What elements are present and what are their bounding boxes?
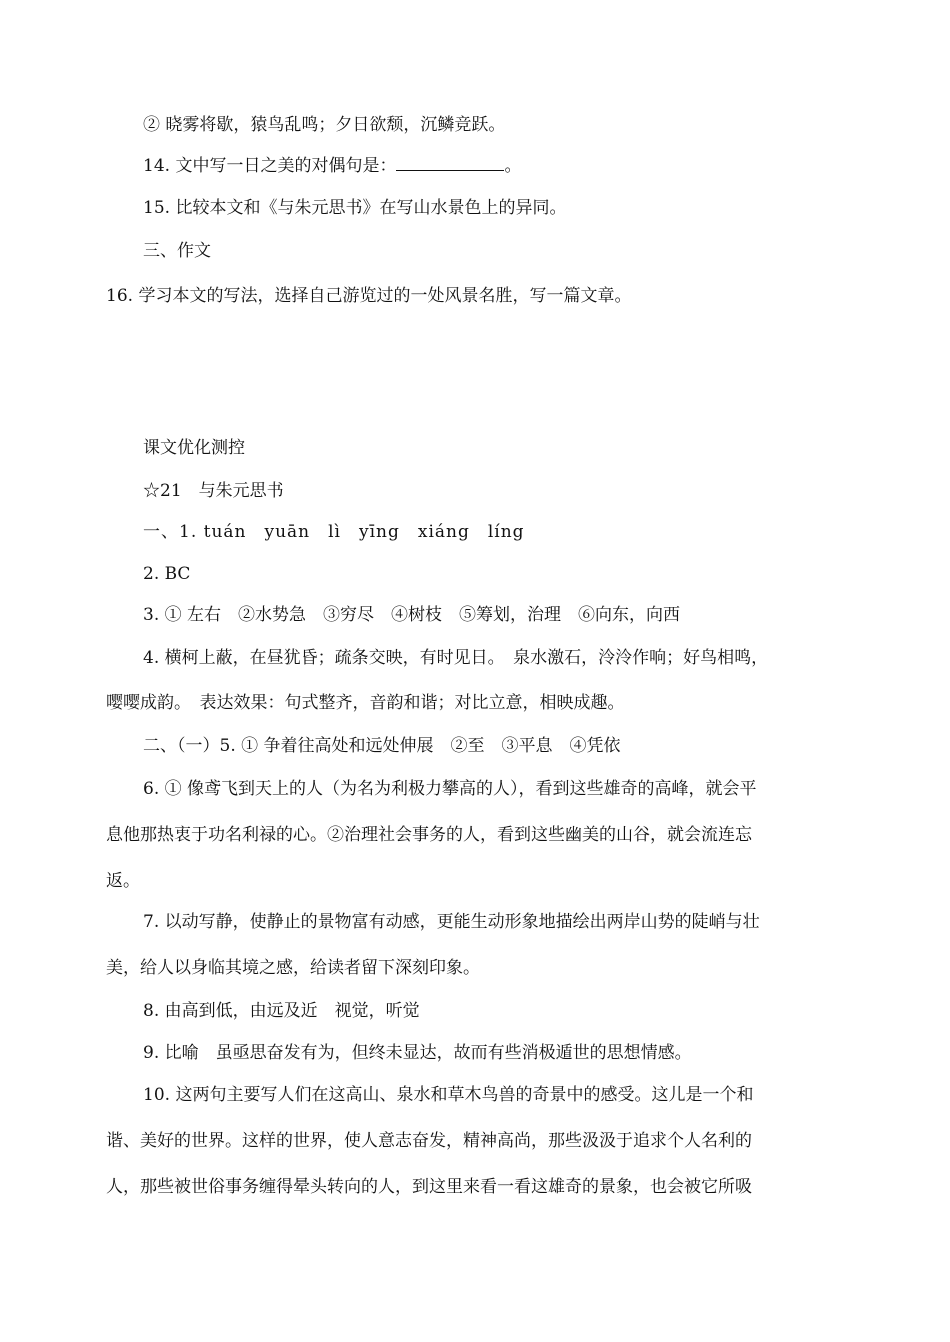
answer-6-line-1: 6. ① 像鸢飞到天上的人（为名为利极力攀高的人），看到这些雄奇的高峰，就会平: [143, 779, 757, 799]
answer-blank[interactable]: [396, 156, 504, 171]
answer-9: 9. 比喻 虽亟思奋发有为，但终未显达，故而有些消极遁世的思想情感。: [143, 1043, 692, 1063]
question-13-item-2: ② 晓雾将歇，猿鸟乱鸣；夕日欲颓，沉鳞竞跃。: [143, 115, 506, 135]
answers-heading: 课文优化测控: [143, 438, 245, 458]
answer-6-line-3: 返。: [106, 871, 140, 891]
answer-7-line-1: 7. 以动写静，使静止的景物富有动感，更能生动形象地描绘出两岸山势的陡峭与壮: [143, 912, 760, 932]
question-16: 16. 学习本文的写法，选择自己游览过的一处风景名胜，写一篇文章。: [106, 286, 632, 306]
answer-10-line-1: 10. 这两句主要写人们在这高山、泉水和草木鸟兽的奇景中的感受。这儿是一个和: [143, 1085, 754, 1105]
answer-4-line-2: 嘤嘤成韵。 表达效果：句式整齐，音韵和谐；对比立意，相映成趣。: [106, 693, 625, 713]
answer-1: 一、1. tuán yuān lì yīng xiáng líng: [143, 522, 525, 542]
answer-10-line-3: 人，那些被世俗事务缠得晕头转向的人，到这里来看一看这雄奇的景象，也会被它所吸: [106, 1177, 752, 1197]
question-14-end: 。: [504, 156, 522, 176]
answer-3: 3. ① 左右 ②水势急 ③穷尽 ④树枝 ⑤筹划，治理 ⑥向东，向西: [143, 605, 681, 625]
answer-8: 8. 由高到低，由远及近 视觉，听觉: [143, 1001, 420, 1021]
answer-5: 二、（一）5. ① 争着往高处和远处伸展 ②至 ③平息 ④凭依: [143, 736, 621, 756]
question-14: [143, 155, 521, 177]
question-14-text: 14. 文中写一日之美的对偶句是：: [143, 156, 397, 176]
lesson-title: ☆21 与朱元思书: [143, 481, 284, 501]
question-15: 15. 比较本文和《与朱元思书》在写山水景色上的异同。: [143, 198, 567, 218]
answer-2: 2. BC: [143, 564, 191, 584]
section-three-heading: 三、作文: [143, 241, 211, 261]
answer-7-line-2: 美，给人以身临其境之感，给读者留下深刻印象。: [106, 958, 480, 978]
answer-10-line-2: 谐、美好的世界。这样的世界，使人意志奋发，精神高尚，那些汲汲于追求个人名利的: [106, 1131, 752, 1151]
answer-4-line-1: 4. 横柯上蔽，在昼犹昏；疏条交映，有时见日。 泉水激石，泠泠作响；好鸟相鸣，: [143, 648, 769, 668]
answer-6-line-2: 息他那热衷于功名利禄的心。②治理社会事务的人，看到这些幽美的山谷，就会流连忘: [106, 825, 752, 845]
